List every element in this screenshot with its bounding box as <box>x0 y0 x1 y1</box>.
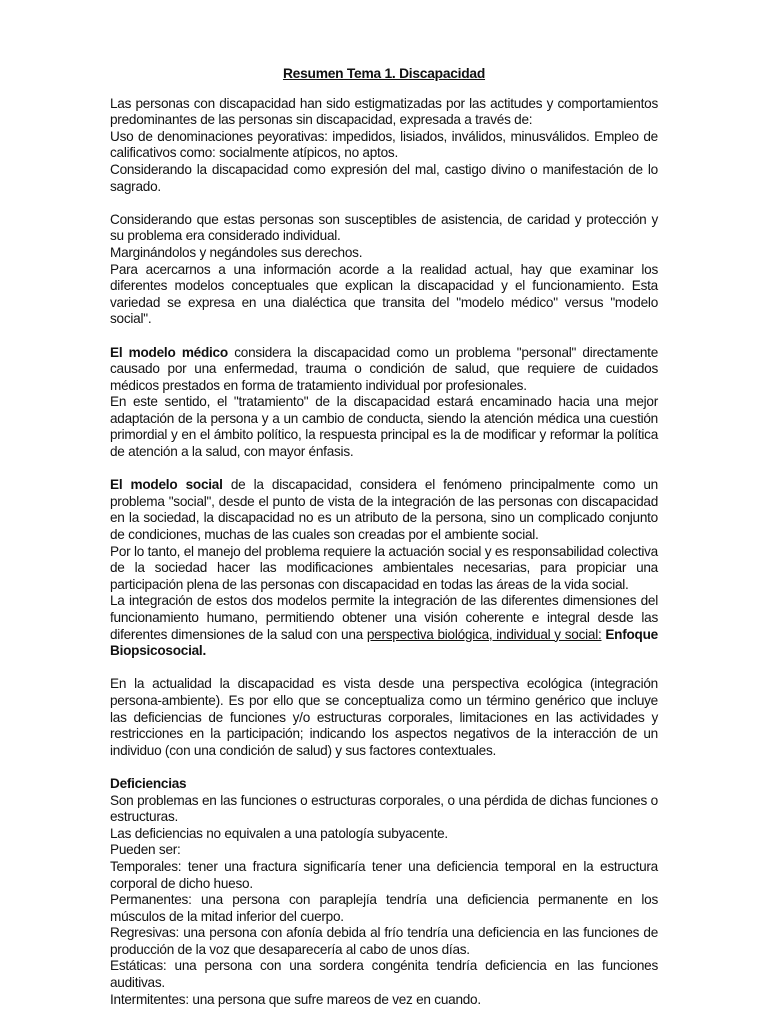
paragraph-tratamiento: En este sentido, el "tratamiento" de la discapacidad estará encaminado hacia una mejor adaptación de la persona y a un cambio de conducta, siendo la atención médica una cuestión primordial y en el ámbito político, la respuesta principal es la de modificar y reformar la política de atención a la salud, con mayor énfasis. <box>110 394 658 460</box>
paragraph-actualidad: En la actualidad la discapacidad es vista desde una perspectiva ecológica (integración persona-ambiente). Es por ello que se conceptualiza como un término genérico que incluye las deficiencias de funciones y/o estructuras corporales, limitaciones en las actividades y restricciones en la participación; indicando los aspectos negativos de la interacción de un individuo (con una condición de salud) y sus factores contextuales. <box>110 676 658 758</box>
paragraph-manejo: Por lo tanto, el manejo del problema requiere la actuación social y es responsabilidad colectiva de la sociedad hacer las modificaciones ambientales necesarias, para propiciar una participación plena de las personas con discapacidad en todas las áreas de la vida social. <box>110 543 658 592</box>
spacer <box>110 660 658 677</box>
modelo-social-label: El modelo social <box>110 477 223 493</box>
paragraph-expresion-mal: Considerando la discapacidad como expresión del mal, castigo divino o manifestación de lo sagrado. <box>110 161 658 194</box>
enfoque-biopsicosocial: Enfoque Biopsicosocial. <box>110 626 658 659</box>
paragraph-intro: Las personas con discapacidad han sido estigmatizadas por las actitudes y comportamientos predominantes de las personas sin discapacidad, expresada a través de: <box>110 95 658 128</box>
modelo-social-text: de la discapacidad, considera el fenómeno principalmente como un problema "social", desde el punto de vista de la integración de las personas con discapacidad en la sociedad, la discapacidad no es un atributo de la persona, sino un complicado conjunto de condiciones, muchas de las cuales son creadas por el ambiente social. <box>110 477 658 543</box>
paragraph-modelos: Para acercarnos a una información acorde a la realidad actual, hay que examinar los diferentes modelos conceptuales que explican la discapacidad y el funcionamiento. Esta variedad se expresa en una dialéctica que transita del "modelo médico" versus "modelo social". <box>110 261 658 327</box>
paragraph-modelo-social <box>110 477 658 543</box>
paragraph-modelo-medico <box>110 345 658 395</box>
deficiencias-patologia: Las deficiencias no equivalen a una patología subyacente. <box>110 825 448 841</box>
integracion-text: La integración de estos dos modelos permite la integración de las diferentes dimensiones del funcionamiento humano, permitiendo obtener una visión coherente e integral desde las diferentes dimensiones de la salud con una <box>110 593 658 642</box>
spacer <box>110 461 658 478</box>
deficiencias-regresivas: Regresivas: una persona con afonía debida al frío tendría una deficiencia en las funciones de producción de la voz que desaparecería al cabo de unos días. <box>110 925 658 957</box>
paragraph-integracion <box>110 593 658 659</box>
modelo-medico-text: considera la discapacidad como un problema "personal" directamente causado por una enfermedad, trauma o condición de salud, que requiere de cuidados médicos prestados en forma de tratamiento individual por profesionales. <box>110 344 659 393</box>
deficiencias-pueden-ser: Pueden ser: <box>110 842 181 858</box>
spacer <box>110 759 658 776</box>
spacer <box>110 195 658 212</box>
perspectiva-underline: perspectiva biológica, individual y social: <box>366 626 602 642</box>
deficiencias-definicion: Son problemas en las funciones o estructuras corporales, o una pérdida de dichas funciones o estructuras. <box>110 792 658 825</box>
deficiencias-intermitentes: Intermitentes: una persona que sufre mareos de vez en cuando. <box>110 991 481 1007</box>
paragraph-marginandolos: Marginándolos y negándoles sus derechos. <box>110 244 363 260</box>
spacer <box>110 328 658 345</box>
paragraph-denominaciones: Uso de denominaciones peyorativas: impedidos, lisiados, inválidos, minusválidos. Empleo de calificativos como: socialmente atípicos, no aptos. <box>110 128 658 161</box>
document-title: Resumen Tema 1. Discapacidad <box>282 66 486 81</box>
deficiencias-heading: Deficiencias <box>110 775 187 791</box>
deficiencias-estaticas: Estáticas: una persona con una sordera congénita tendría deficiencia en las funciones auditivas. <box>110 958 658 991</box>
deficiencias-temporales: Temporales: tener una fractura significaría tener una deficiencia temporal en la estructura corporal de dicho hueso. <box>110 858 658 891</box>
deficiencias-permanentes: Permanentes: una persona con paraplejía tendría una deficiencia permanente en los músculos de la mitad inferior del cuerpo. <box>110 892 658 924</box>
paragraph-asistencia: Considerando que estas personas son susceptibles de asistencia, de caridad y protección y su problema era considerado individual. <box>110 211 658 244</box>
modelo-medico-label: El modelo médico <box>110 344 228 360</box>
